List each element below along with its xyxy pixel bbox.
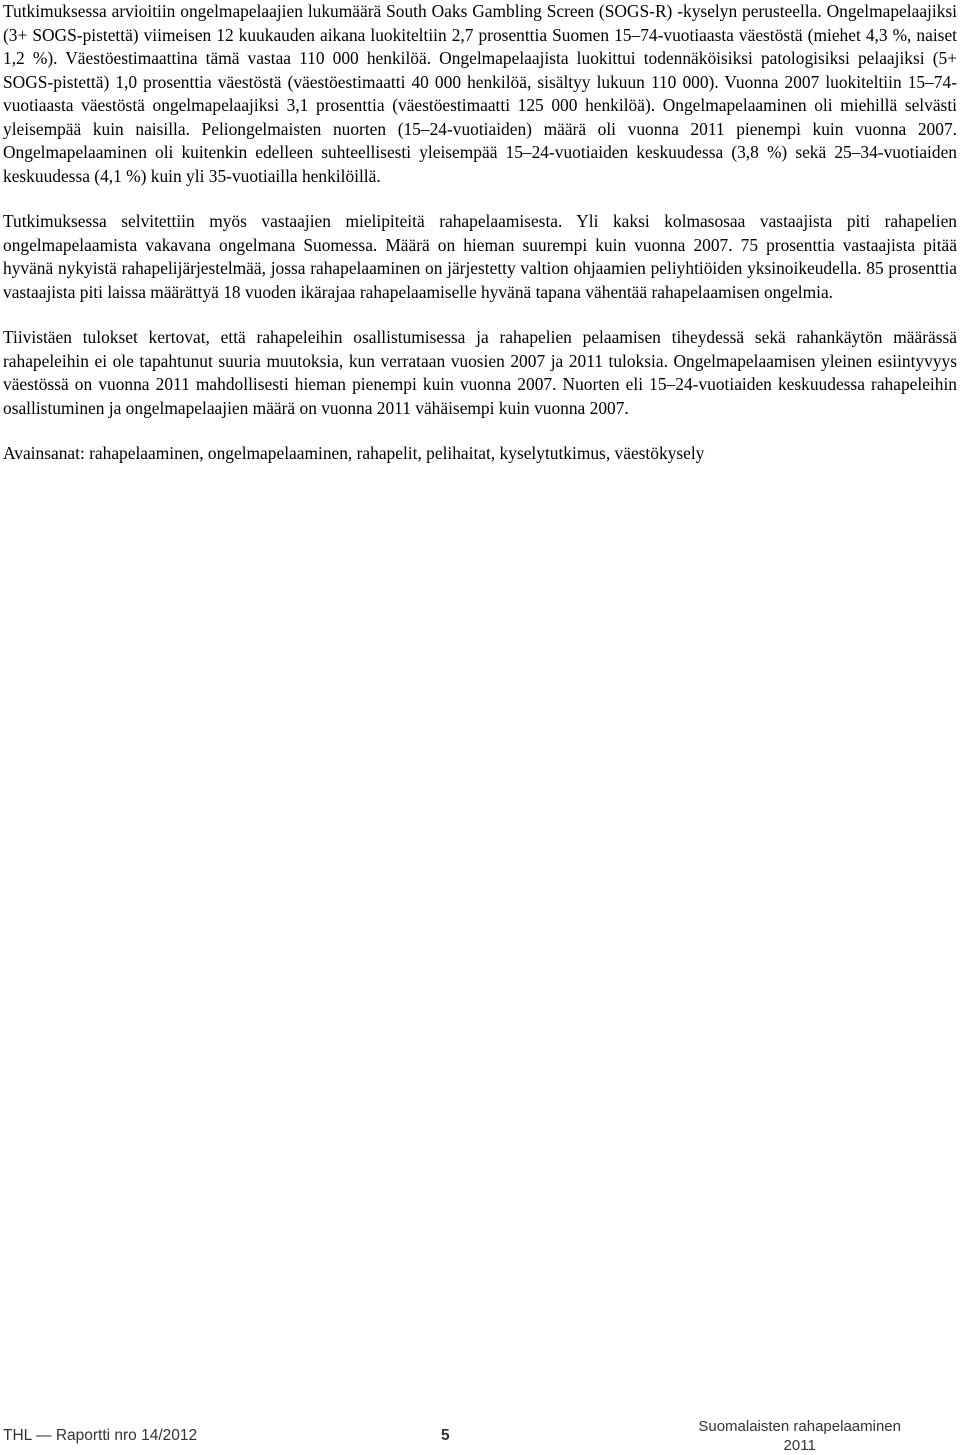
footer-year: 2011: [783, 1437, 816, 1454]
footer-publisher: THL — Raportti nro 14/2012: [3, 1427, 198, 1444]
footer-title: Suomalaisten rahapelaaminen: [698, 1418, 901, 1435]
paragraph-opinions: Tutkimuksessa selvitettiin myös vastaajien mielipiteitä rahapelaamisesta. Yli kaksi kolmasosaa vastaajista piti rahapelien ongelmapelaamista vakavana ongelmana Suomessa. Määrä on hieman suurempi kuin vuonna 2007. 75 prosenttia vastaajista pitää hyvänä nykyistä rahapelijärjestelmää, jossa rahapelaaminen on järjestetty valtion ohjaamien peliyhtiöiden yksinoikeudella. 85 prosenttia vastaajista piti laissa määrättyä 18 vuoden ikärajaa rahapelaamiselle hyvänä tapana vähentää rahapelaamisen ongelmia.: [3, 211, 957, 302]
page-number: 5: [441, 1427, 450, 1444]
footer-report-title: [698, 1417, 901, 1455]
paragraph-summary: Tiivistäen tulokset kertovat, että rahapeleihin osallistumisessa ja rahapelien pelaamisen tiheydessä sekä rahankäytön määrässä rahapeleihin ei ole tapahtunut suuria muutoksia, kun verrataan vuosien 2007 ja 2011 tuloksia. Ongelmapelaamisen yleinen esiintyvyys väestössä on vuonna 2011 mahdollisesti hieman pienempi kuin vuonna 2007. Nuorten eli 15–24-vuotiaiden keskuudessa rahapeleihin osallistuminen ja ongelmapelaajien määrä on vuonna 2011 vähäisempi kuin vuonna 2007.: [3, 327, 957, 418]
paragraph-keywords: Avainsanat: rahapelaaminen, ongelmapelaaminen, rahapelit, pelihaitat, kyselytutkimus, väestökysely: [3, 443, 705, 463]
paragraph-results: Tutkimuksessa arvioitiin ongelmapelaajien lukumäärä South Oaks Gambling Screen (SOGS-R) -kyselyn perusteella. Ongelmapelaajiksi (3+ SOGS-pistettä) viimeisen 12 kuukauden aikana luokiteltiin 2,7 prosenttia Suomen 15–74-vuotiaasta väestöstä (miehet 4,3 %, naiset 1,2 %). Väestöestimaattina tämä vastaa 110 000 henkilöä. Ongelmapelaajista luokittui todennäköisiksi patologisiksi pelaajiksi (5+ SOGS-pistettä) 1,0 prosenttia väestöstä (väestöestimaatti 40 000 henkilöä, sisältyy lukuun 110 000). Vuonna 2007 luokiteltiin 15–74-vuotiaasta väestöstä ongelmapelaajiksi 3,1 prosenttia (väestöestimaatti 125 000 henkilöä). Ongelmapelaaminen oli miehillä selvästi yleisempää kuin naisilla. Peliongelmaisten nuorten (15–24-vuotiaiden) määrä oli vuonna 2011 pienempi kuin vuonna 2007. Ongelmapelaaminen oli kuitenkin edelleen suhteellisesti yleisempää 15–24-vuotiaiden keskuudessa (3,8 %) sekä 25–34-vuotiaiden keskuudessa (4,1 %) kuin yli 35-vuotiailla henkilöillä.: [3, 1, 957, 186]
main-text: [3, 0, 957, 466]
page-footer: [0, 1418, 960, 1454]
